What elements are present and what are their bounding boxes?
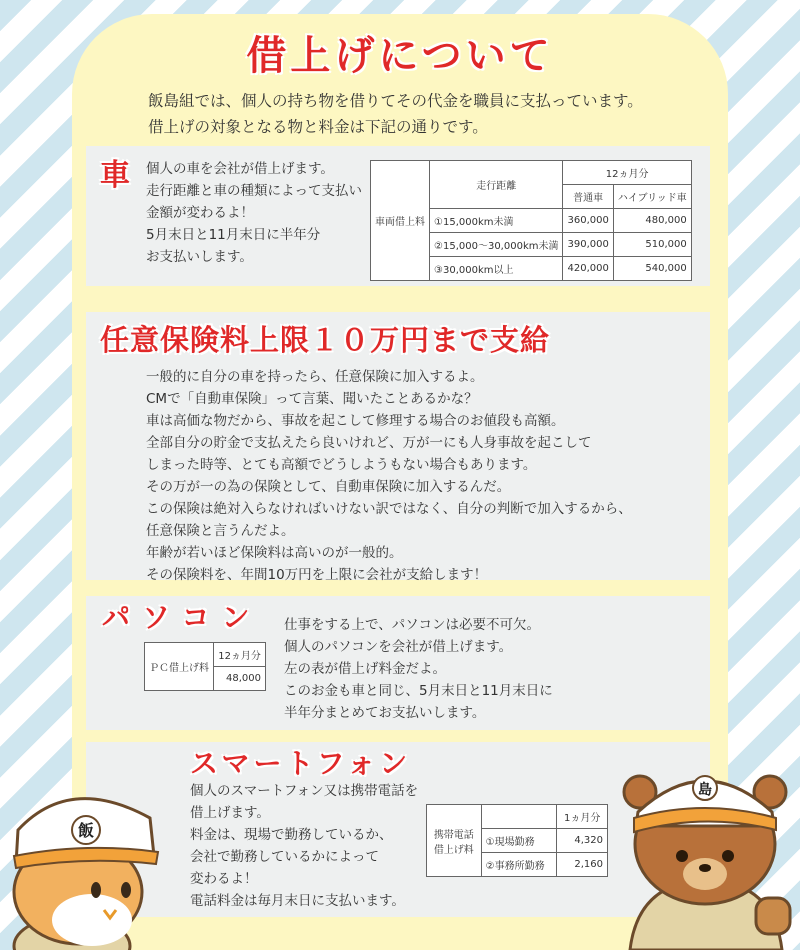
phone-text-line: 個人のスマートフォン又は携帯電話を — [190, 783, 419, 799]
phone-fee-label-line: 携帯電話 — [433, 829, 474, 841]
cat-helmet-mark: 飯 — [77, 821, 95, 840]
phone-text-line: 変わるよ！ — [190, 871, 258, 887]
phone-work-type: ②事務所勤務 — [481, 853, 557, 877]
insurance-text-line: その万が一の為の保険として、自動車保険に加入するんだ。 — [146, 479, 511, 495]
pc-text-line: 半年分まとめてお支払いします。 — [284, 705, 486, 721]
pc-fee-amount: 48,000 — [214, 667, 266, 691]
car-text-line: お支払いします。 — [146, 249, 253, 265]
phone-fee-amount: 4,320 — [557, 829, 608, 853]
car-row-label: 車両借上料 — [371, 161, 430, 281]
hybrid-amount: 540,000 — [613, 257, 691, 281]
cat-mascot-illustration — [0, 760, 180, 950]
pc-fee-table — [144, 642, 266, 691]
hybrid-amount: 480,000 — [613, 209, 691, 233]
period-header: 12ヵ月分 — [563, 161, 691, 185]
pc-text — [284, 614, 553, 724]
phone-heading: スマートフォン — [190, 747, 412, 780]
pc-heading: パソコン — [102, 601, 262, 634]
insurance-text-line: CMで「自動車保険」って言葉、聞いたことあるかな？ — [146, 391, 478, 407]
intro-text — [148, 88, 643, 140]
phone-text-line: 電話料金は毎月末日に支払います。 — [190, 893, 405, 909]
distance-cell: ③30,000km以上 — [430, 257, 563, 281]
phone-text-line: 料金は、現場で勤務しているか、 — [190, 827, 393, 843]
insurance-text-line: 年齢が若いほど保険料は高いのが一般的。 — [146, 545, 403, 561]
phone-work-type: ①現場勤務 — [481, 829, 557, 853]
bear-mascot-illustration — [610, 752, 800, 950]
pc-text-line: このお金も車と同じ、5月末日と11月末日に — [284, 683, 553, 699]
car-text-line: 5月末日と11月末日に半年分 — [146, 227, 321, 243]
pc-text-line: 左の表が借上げ料金だよ。 — [284, 661, 446, 677]
phone-fee-label — [427, 805, 482, 877]
insurance-heading: 任意保険料上限１０万円まで支給 — [100, 323, 551, 357]
phone-text-line: 借上げます。 — [190, 805, 270, 821]
normal-amount: 390,000 — [563, 233, 613, 257]
distance-header: 走行距離 — [430, 161, 563, 209]
pc-text-line: 仕事をする上で、パソコンは必要不可欠。 — [284, 617, 540, 633]
normal-car-header: 普通車 — [563, 185, 613, 209]
insurance-text-line: この保険は絶対入らなければいけない訳ではなく、自分の判断で加入するから、 — [146, 501, 632, 517]
intro-line: 飯島組では、個人の持ち物を借りてその代金を職員に支払っています。 — [148, 92, 643, 110]
hybrid-car-header: ハイブリッド車 — [613, 185, 691, 209]
normal-amount: 360,000 — [563, 209, 613, 233]
insurance-text-line: 一般的に自分の車を持ったら、任意保険に加入するよ。 — [146, 369, 484, 385]
insurance-text-line: 任意保険と言うんだよ。 — [146, 523, 295, 539]
hybrid-amount: 510,000 — [613, 233, 691, 257]
insurance-text — [146, 366, 632, 586]
phone-fee-table — [426, 804, 608, 877]
pc-fee-label: ＰＣ借上げ料 — [145, 643, 214, 691]
distance-cell: ②15,000〜30,000km未満 — [430, 233, 563, 257]
car-text — [146, 158, 362, 268]
insurance-text-line: その保険料を、年間10万円を上限に会社が支給します！ — [146, 567, 488, 583]
insurance-text-line: 全部自分の貯金で支払えたら良いけれど、万が一にも人身事故を起こして — [146, 435, 592, 451]
phone-empty-header — [481, 805, 557, 829]
phone-fee-label-line: 借上げ料 — [433, 844, 474, 856]
distance-cell: ①15,000km未満 — [430, 209, 563, 233]
car-fee-table — [370, 160, 692, 281]
phone-fee-amount: 2,160 — [557, 853, 608, 877]
insurance-text-line: 車は高価な物だから、事故を起こして修理する場合のお値段も高額。 — [146, 413, 565, 429]
insurance-text-line: しまった時等、とても高額でどうしようもない場合もあります。 — [146, 457, 537, 473]
car-text-line: 個人の車を会社が借上げます。 — [146, 161, 334, 177]
car-text-line: 金額が変わるよ！ — [146, 205, 254, 221]
page-title: 借上げについて — [246, 33, 554, 79]
bear-helmet-mark: 島 — [698, 782, 712, 798]
phone-period-header: 1ヵ月分 — [557, 805, 608, 829]
phone-text-line: 会社で勤務しているかによって — [190, 849, 379, 865]
car-text-line: 走行距離と車の種類によって支払い — [146, 183, 362, 199]
car-heading: 車 — [100, 158, 130, 193]
pc-period-header: 12ヵ月分 — [214, 643, 266, 667]
normal-amount: 420,000 — [563, 257, 613, 281]
intro-line: 借上げの対象となる物と料金は下記の通りです。 — [148, 118, 488, 136]
pc-text-line: 個人のパソコンを会社が借上げます。 — [284, 639, 513, 655]
phone-text — [190, 780, 418, 912]
